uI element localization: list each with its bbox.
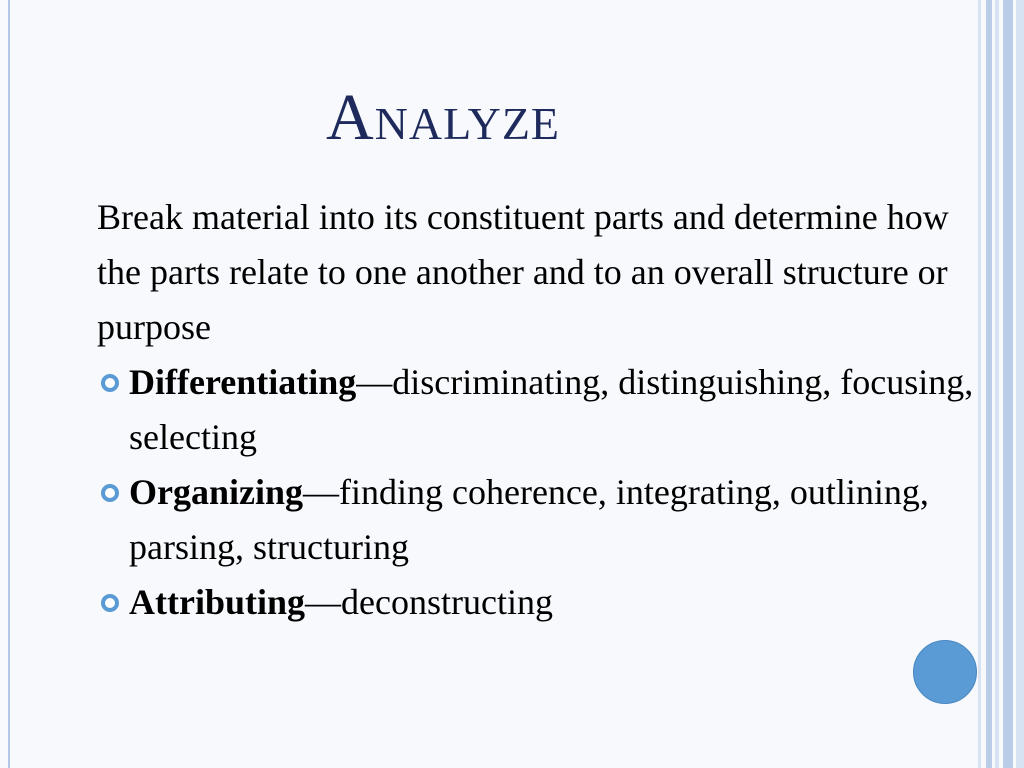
bullet-term: Differentiating (129, 362, 357, 402)
slide-title: Analyze (326, 81, 561, 154)
accent-circle (913, 640, 977, 704)
bullet-item-organizing (97, 465, 977, 575)
right-border-line (1016, 0, 1024, 768)
ring-bullet-icon (101, 374, 119, 392)
bullet-term: Organizing (129, 472, 304, 512)
bullet-description: —deconstructing (305, 582, 553, 622)
intro-paragraph: Break material into its constituent parts and determine how the parts relate to one another and to an overall structure or purpose (97, 197, 949, 347)
bullet-description: —discriminating, distinguishing, focusing, selecting (129, 362, 974, 457)
bullet-term: Attributing (129, 582, 306, 622)
right-border-stripe (1003, 0, 1013, 768)
right-border-stripe (986, 0, 992, 768)
right-border-line (978, 0, 981, 768)
bullet-item-differentiating (97, 355, 977, 465)
ring-bullet-icon (101, 594, 119, 612)
slide-body (97, 190, 977, 630)
bullet-description: —finding coherence, integrating, outlining, parsing, structuring (129, 472, 929, 567)
bullet-item-attributing (97, 575, 977, 630)
right-border-line (995, 0, 999, 768)
left-border-line (8, 0, 10, 768)
ring-bullet-icon (101, 484, 119, 502)
